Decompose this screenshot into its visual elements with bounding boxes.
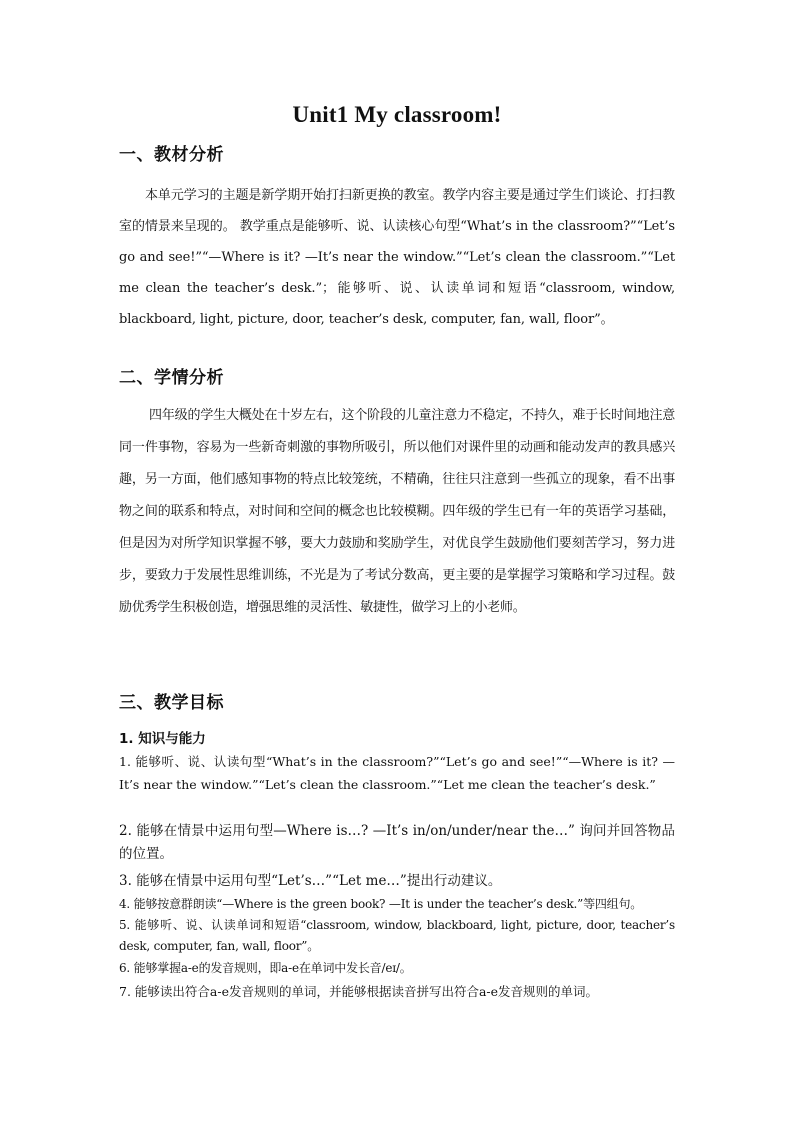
- objective-item-4: 4. 能够按意群朗读“—Where is the green book? —It is under the teacher’s desk.”等四组句。: [119, 897, 643, 911]
- section-heading-textbook-analysis: 一、教材分析: [119, 145, 224, 165]
- objective-item-2: 2. 能够在情景中运用句型—Where is…? —It’s in/on/under/near the…” 询问并回答物品的位置。: [119, 823, 675, 862]
- section-paragraph-textbook-analysis: 本单元学习的主题是新学期开始打扫新更换的教室。教学内容主要是通过学生们谈论、打扫教室的情景来呈现的。 教学重点是能够听、说、认读核心句型“What’s in the classroom?”“Let’s go and see!”“—Where is it? —It’s near the window.”“Let’s clean the classroom.”“Let me clean the teacher’s desk.”；能够听、说、认读单词和短语“classroom, window, blackboard, light, picture, door, teacher’s desk, computer, fan, wall, floor”。: [119, 188, 675, 327]
- objective-item-3: 3. 能够在情景中运用句型“Let’s…”“Let me…”提出行动建议。: [119, 873, 502, 889]
- section-heading-student-analysis: 二、学情分析: [119, 368, 224, 388]
- document-title: Unit1 My classroom!: [292, 102, 502, 127]
- section-heading-teaching-objectives: 三、教学目标: [119, 693, 224, 713]
- section-paragraph-student-analysis: 四年级的学生大概处在十岁左右，这个阶段的儿童注意力不稳定，不持久，难于长时间地注意同一件事物，容易为一些新奇刺激的事物所吸引，所以他们对课件里的动画和能动发声的教具感兴趣，另一方面，他们感知事物的特点比较笼统，不精确，往往只注意到一些孤立的现象，看不出事物之间的联系和特点，对时间和空间的概念也比较模糊。四年级的学生已有一年的英语学习基础，但是因为对所学知识掌握不够，要大力鼓励和奖励学生，对优良学生鼓励他们要刻苦学习，努力进步，要致力于发展性思维训练，不光是为了考试分数高，更主要的是掌握学习策略和学习过程。鼓励优秀学生积极创造，增强思维的灵活性、敏捷性，做学习上的小老师。: [119, 408, 675, 615]
- objective-item-7: 7. 能够读出符合a-e发音规则的单词，并能够根据读音拼写出符合a-e发音规则的单词。: [119, 984, 599, 999]
- objective-item-1: 1. 能够听、说、认读句型“What’s in the classroom?”“Let’s go and see!”“—Where is it? —It’s near the window.”“Let’s clean the classroom.”“Let me clean the teacher’s desk.”: [119, 754, 675, 792]
- objective-item-6: 6. 能够掌握a-e的发音规则，即a-e在单词中发长音/eɪ/。: [119, 961, 412, 975]
- subsection-heading-knowledge-ability: 1. 知识与能力: [119, 731, 206, 747]
- objective-item-5: 5. 能够听、说、认读单词和短语“classroom, window, blackboard, light, picture, door, teacher’s desk, computer, fan, wall, floor”。: [119, 918, 675, 953]
